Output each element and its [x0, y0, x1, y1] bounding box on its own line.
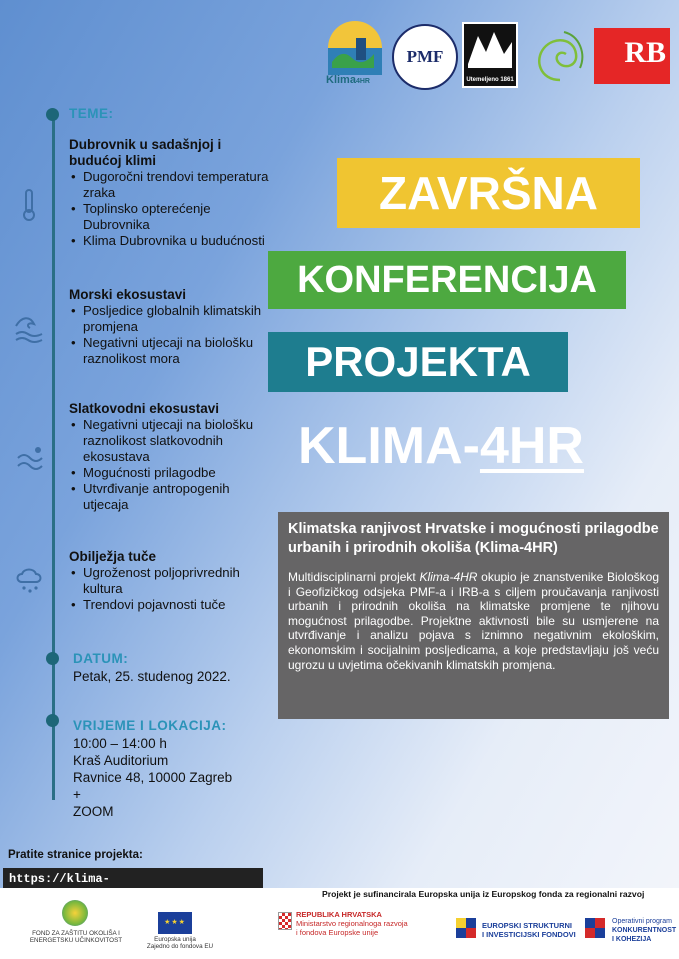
- project-description-box: [278, 512, 669, 719]
- eu-text-line1: Europska unija: [154, 936, 196, 943]
- vrijeme-line: +: [73, 787, 81, 802]
- vrijeme-line: 10:00 – 14:00 h: [73, 736, 167, 751]
- project-text-em: Klima-4HR: [419, 570, 478, 584]
- topic-heading: Obilježja tuče: [69, 549, 157, 564]
- topic-dubrovnik: [69, 137, 269, 249]
- topic-slatkovodni: [69, 401, 269, 513]
- datum-label: DATUM:: [73, 651, 129, 666]
- project-text-post: okupio je znanstvenike Biološkog i Geofizičkog odsjeka PMF-a i IRB-a s ciljem proučavanja ranjivosti urbanih i prirodnih okoliša na klimatske promjene te njihovu mogućnost prilagodbe. Projektne aktivnosti bile su usmjerene na utvrđivanje i analizu pojava s iznimno negativnim ekološkim, ekonomskim i socijalnim posljedicama, a koje predstavljaju još veću ugrozu u uvjetima očekivanih klimatskih promjena.: [288, 570, 659, 672]
- eu-flag-icon: ★★★: [158, 912, 192, 934]
- topic-heading: Slatkovodni ekosustavi: [69, 401, 220, 416]
- op-line3: I KOHEZIJA: [612, 936, 652, 943]
- timeline-line: [52, 110, 55, 800]
- timeline-dot-vrijeme: [46, 714, 59, 727]
- topic-item: • Negativni utjecaji na biološku raznolikost mora: [69, 335, 269, 367]
- op-line1: Operativni program: [612, 918, 672, 925]
- partner-logos: [322, 18, 672, 90]
- topic-heading: Dubrovnik u sadašnjoj i budućoj klimi: [69, 137, 222, 168]
- project-box-text: [288, 570, 659, 672]
- vrijeme-line: ZOOM: [73, 804, 114, 819]
- topic-item: • Mogućnosti prilagodbe: [69, 465, 269, 481]
- thermometer-icon: [14, 188, 44, 218]
- title-band-projekta: PROJEKTA: [268, 332, 568, 392]
- rh-line3: i fondova Europske unije: [296, 928, 379, 937]
- rh-line1: REPUBLIKA HRVATSKA: [296, 910, 382, 919]
- university-logo: [462, 22, 518, 88]
- op-line2: KONKURENTNOST: [612, 927, 677, 934]
- fzoeu-text: FOND ZA ZAŠTITU OKOLIŠA I ENERGETSKU UČINKOVITOST: [29, 930, 123, 944]
- project-box-heading: Klimatska ranjivost Hrvatske i mogućnosti prilagodbe urbanih i prirodnih okoliša (Klima-4HR): [288, 521, 659, 556]
- eu-text-line2: Zajedno do fondova EU: [146, 943, 214, 950]
- klima-logo-suffix: 4HR: [355, 78, 370, 85]
- topic-tuca: [69, 549, 269, 613]
- topic-item: • Negativni utjecaji na biološku raznolikost slatkovodnih ekosustava: [69, 417, 269, 465]
- title-klima-part: KLIMA-: [298, 417, 480, 475]
- topic-heading: Morski ekosustavi: [69, 287, 187, 302]
- follow-label: Pratite stranice projekta:: [8, 849, 143, 861]
- waves-icon: [14, 314, 44, 344]
- project-text-pre: Multidisciplinarni projekt: [288, 570, 420, 584]
- esi-funds-icon: [456, 918, 476, 938]
- topic-item: • Ugroženost poljoprivrednih kultura: [69, 565, 269, 597]
- vrijeme-line: Ravnice 48, 10000 Zagreb: [73, 770, 233, 785]
- topic-item: • Toplinsko opterećenje Dubrovnika: [69, 201, 269, 233]
- irb-logo: [594, 28, 670, 84]
- vrijeme-details: [73, 735, 273, 820]
- vrijeme-label: VRIJEME I LOKACIJA:: [73, 718, 227, 733]
- irb-logo-text: RB: [624, 36, 666, 69]
- spiral-logo: [530, 24, 590, 86]
- klima-logo-text: Klima: [326, 74, 356, 86]
- datum-value: Petak, 25. studenog 2022.: [73, 669, 231, 684]
- title-band-zavrsna: ZAVRŠNA: [337, 158, 640, 228]
- esi-line1: EUROPSKI STRUKTURNI: [482, 921, 573, 930]
- funding-note: Projekt je sufinancirala Europska unija iz Europskog fonda za regionalni razvoj: [322, 889, 645, 899]
- topic-item: • Utvrđivanje antropogenih utjecaja: [69, 481, 269, 513]
- hail-cloud-icon: [14, 566, 44, 596]
- topic-item: • Posljedice globalnih klimatskih promjena: [69, 303, 269, 335]
- topic-item: • Dugoročni trendovi temperatura zraka: [69, 169, 269, 201]
- op-kik-icon: [585, 918, 605, 938]
- title-4hr-part: 4HR: [479, 417, 584, 475]
- rh-line2: Ministarstvo regionalnoga razvoja: [296, 919, 408, 928]
- topic-item: • Trendovi pojavnosti tuče: [69, 597, 269, 613]
- timeline-dot-datum: [46, 652, 59, 665]
- fzoeu-logo: [62, 900, 88, 926]
- project-url-link[interactable]: https://klima-: [3, 868, 263, 890]
- title-band-konferencija: KONFERENCIJA: [268, 251, 626, 309]
- topic-morski: [69, 287, 269, 367]
- vrijeme-line: Kraš Auditorium: [73, 753, 169, 768]
- title-klima-4hr: [298, 416, 628, 476]
- pmf-logo: [392, 24, 458, 90]
- freshwater-icon: [14, 444, 44, 474]
- klima-4hr-logo: [322, 18, 388, 90]
- topic-item: • Klima Dubrovnika u budućnosti: [69, 233, 269, 249]
- teme-label: TEME:: [69, 106, 114, 121]
- esi-line2: I INVESTICIJSKI FONDOVI: [482, 930, 576, 939]
- croatia-coat-of-arms-icon: [278, 912, 292, 930]
- pmf-logo-text: PMF: [406, 47, 444, 66]
- timeline-dot-teme: [46, 108, 59, 121]
- university-logo-caption: Utemeljeno 1861: [466, 77, 514, 83]
